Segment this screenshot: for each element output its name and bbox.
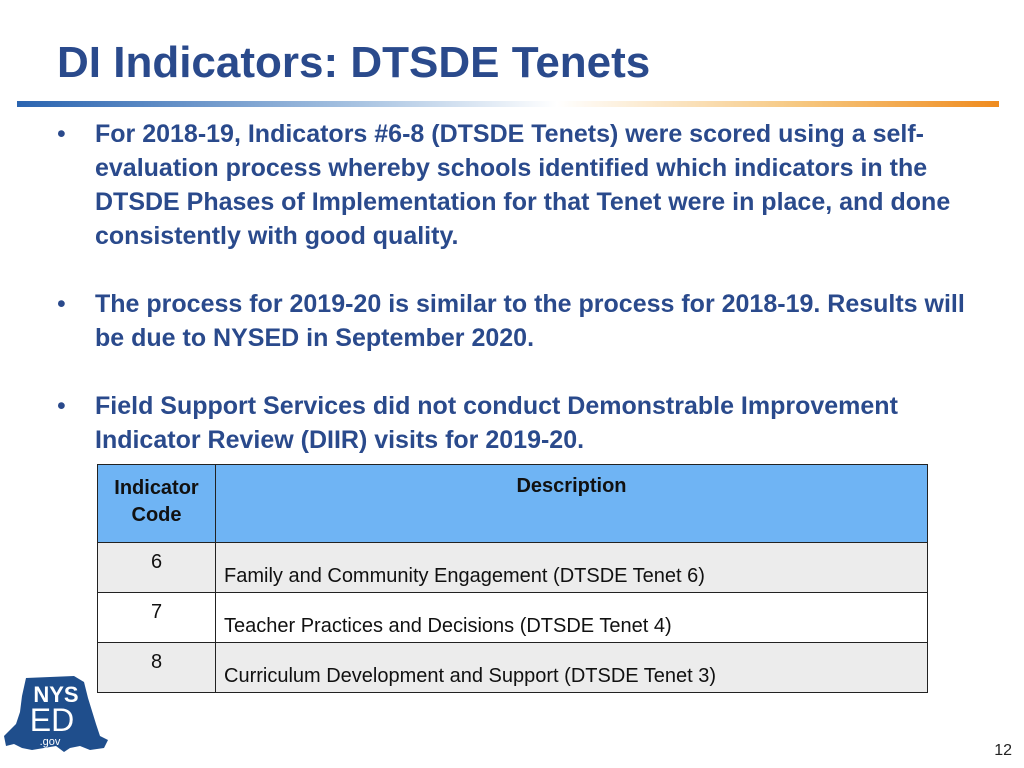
header-code-line1: Indicator	[114, 477, 199, 499]
bullet-list	[57, 117, 987, 457]
indicator-code-cell: 7	[98, 593, 216, 643]
table-row	[98, 593, 928, 643]
page-number: 12	[994, 742, 1012, 759]
bullet-item	[57, 287, 987, 355]
indicator-code-cell: 6	[98, 543, 216, 593]
bullet-item	[57, 389, 987, 457]
bullet-marker: •	[57, 120, 66, 148]
table-row	[98, 643, 928, 693]
logo-text-gov: .gov	[39, 736, 61, 748]
bullet-marker: •	[57, 290, 66, 318]
indicator-table	[97, 464, 928, 693]
bullet-text: For 2018-19, Indicators #6-8 (DTSDE Tenets) were scored using a self-evaluation process whereby schools identified which indicators in the DTSDE Phases of Implementation for that Tenet were in place, and done consistently with good quality.	[95, 120, 951, 250]
nysed-logo	[4, 676, 110, 754]
table-row	[98, 543, 928, 593]
bullet-text: The process for 2019-20 is similar to the process for 2018-19. Results will be due to NYSED in September 2020.	[95, 290, 965, 352]
description-cell: Curriculum Development and Support (DTSDE Tenet 3)	[216, 643, 928, 693]
header-description: Description	[216, 465, 928, 543]
header-code-line2: Code	[131, 504, 182, 526]
bullet-item	[57, 117, 987, 253]
title-divider	[17, 101, 999, 107]
logo-text-ed: ED	[29, 702, 75, 738]
header-indicator-code	[98, 465, 216, 543]
bullet-marker: •	[57, 392, 66, 420]
indicator-code-cell: 8	[98, 643, 216, 693]
logo-text-nys: NYS	[33, 682, 79, 707]
description-cell: Teacher Practices and Decisions (DTSDE Tenet 4)	[216, 593, 928, 643]
slide-title: DI Indicators: DTSDE Tenets	[57, 38, 651, 87]
bullet-text: Field Support Services did not conduct Demonstrable Improvement Indicator Review (DIIR) visits for 2019-20.	[95, 392, 898, 454]
description-cell: Family and Community Engagement (DTSDE Tenet 6)	[216, 543, 928, 593]
table-header-row	[98, 465, 928, 543]
